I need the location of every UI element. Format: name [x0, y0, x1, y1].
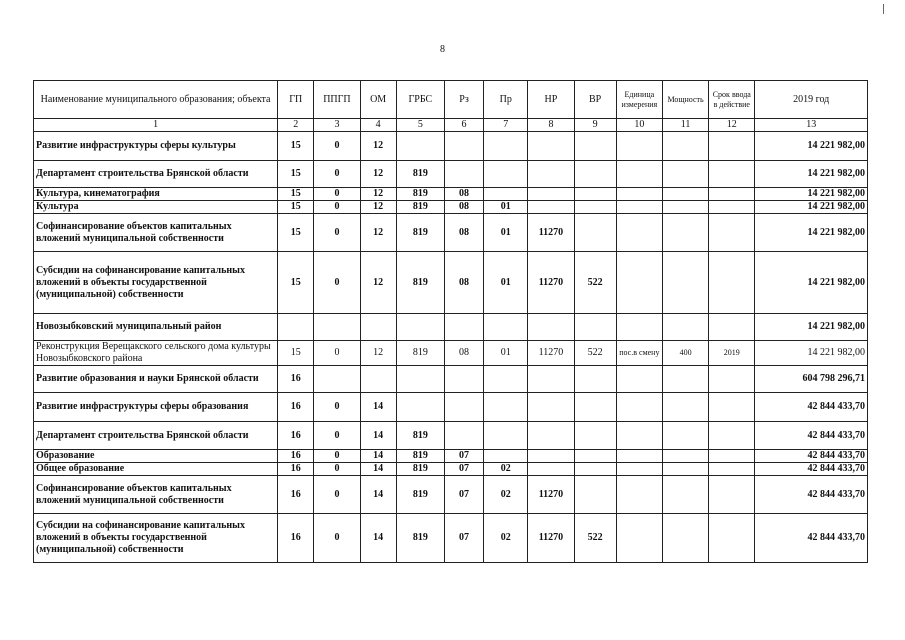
cell-amount: 604 798 296,71 — [755, 366, 868, 393]
cell-gp: 16 — [278, 476, 314, 514]
cell-gp: 16 — [278, 463, 314, 476]
cell-vr — [574, 450, 616, 463]
header-vr: ВР — [574, 81, 616, 119]
cell-vr — [574, 214, 616, 252]
cell-vr: 522 — [574, 341, 616, 366]
cell-unit — [616, 132, 662, 161]
cell-capacity — [662, 463, 708, 476]
cell-term — [709, 393, 755, 422]
cell-term — [709, 366, 755, 393]
cell-rz: 08 — [444, 252, 483, 314]
cell-capacity — [662, 422, 708, 450]
cell-ppgp: 0 — [314, 132, 360, 161]
cell-amount: 42 844 433,70 — [755, 463, 868, 476]
cell-term — [709, 252, 755, 314]
header-nr: НР — [528, 81, 574, 119]
cell-pr — [484, 393, 528, 422]
cell-ppgp: 0 — [314, 201, 360, 214]
cell-gp: 16 — [278, 393, 314, 422]
header-rz: Рз — [444, 81, 483, 119]
cell-amount: 42 844 433,70 — [755, 450, 868, 463]
cell-vr — [574, 476, 616, 514]
cell-pr — [484, 422, 528, 450]
cell-name: Софинансирование объектов капитальных вложений муниципальной собственности — [34, 476, 278, 514]
cell-gp: 15 — [278, 161, 314, 188]
cell-vr — [574, 463, 616, 476]
cell-grbs — [396, 314, 444, 341]
column-number: 5 — [396, 119, 444, 132]
table-row — [34, 514, 868, 563]
cell-grbs: 819 — [396, 463, 444, 476]
cell-gp: 15 — [278, 252, 314, 314]
cell-amount: 42 844 433,70 — [755, 514, 868, 563]
cell-vr — [574, 201, 616, 214]
cell-pr: 01 — [484, 201, 528, 214]
cell-unit — [616, 201, 662, 214]
cell-ppgp: 0 — [314, 341, 360, 366]
cell-grbs — [396, 393, 444, 422]
column-number: 7 — [484, 119, 528, 132]
cell-pr — [484, 188, 528, 201]
cell-amount: 14 221 982,00 — [755, 314, 868, 341]
cell-om: 12 — [360, 161, 396, 188]
cell-vr — [574, 188, 616, 201]
cell-capacity: 400 — [662, 341, 708, 366]
page-number: 8 — [440, 44, 445, 55]
cell-rz — [444, 161, 483, 188]
cell-nr — [528, 422, 574, 450]
cell-nr — [528, 450, 574, 463]
cell-amount: 14 221 982,00 — [755, 341, 868, 366]
cell-name: Развитие инфраструктуры сферы культуры — [34, 132, 278, 161]
table-row — [34, 393, 868, 422]
page-edge-mark — [883, 4, 884, 14]
cell-term — [709, 132, 755, 161]
cell-unit — [616, 422, 662, 450]
cell-nr: 11270 — [528, 252, 574, 314]
cell-grbs: 819 — [396, 188, 444, 201]
cell-capacity — [662, 252, 708, 314]
cell-gp: 15 — [278, 188, 314, 201]
cell-nr: 11270 — [528, 514, 574, 563]
cell-rz: 07 — [444, 514, 483, 563]
cell-amount: 14 221 982,00 — [755, 188, 868, 201]
cell-ppgp: 0 — [314, 514, 360, 563]
table-row — [34, 341, 868, 366]
cell-ppgp: 0 — [314, 214, 360, 252]
cell-om: 12 — [360, 132, 396, 161]
cell-name: Департамент строительства Брянской области — [34, 161, 278, 188]
cell-term: 2019 — [709, 341, 755, 366]
cell-capacity — [662, 201, 708, 214]
cell-om: 14 — [360, 476, 396, 514]
cell-grbs: 819 — [396, 341, 444, 366]
cell-gp: 16 — [278, 514, 314, 563]
cell-amount: 14 221 982,00 — [755, 132, 868, 161]
cell-om — [360, 314, 396, 341]
cell-capacity — [662, 450, 708, 463]
table-row — [34, 161, 868, 188]
cell-term — [709, 201, 755, 214]
cell-capacity — [662, 366, 708, 393]
cell-pr: 01 — [484, 214, 528, 252]
cell-name: Развитие инфраструктуры сферы образования — [34, 393, 278, 422]
cell-unit — [616, 314, 662, 341]
table-row — [34, 132, 868, 161]
cell-om: 14 — [360, 514, 396, 563]
cell-ppgp: 0 — [314, 422, 360, 450]
cell-unit: пос.в смену — [616, 341, 662, 366]
table-row — [34, 463, 868, 476]
cell-vr — [574, 422, 616, 450]
cell-pr — [484, 314, 528, 341]
table-row — [34, 476, 868, 514]
cell-unit — [616, 161, 662, 188]
cell-om: 14 — [360, 463, 396, 476]
cell-term — [709, 161, 755, 188]
header-gp: ГП — [278, 81, 314, 119]
cell-ppgp: 0 — [314, 463, 360, 476]
cell-amount: 14 221 982,00 — [755, 252, 868, 314]
header-grbs: ГРБС — [396, 81, 444, 119]
cell-grbs — [396, 366, 444, 393]
cell-rz — [444, 132, 483, 161]
cell-nr: 11270 — [528, 476, 574, 514]
cell-vr — [574, 132, 616, 161]
cell-pr: 01 — [484, 341, 528, 366]
cell-capacity — [662, 514, 708, 563]
cell-om: 12 — [360, 252, 396, 314]
cell-ppgp: 0 — [314, 393, 360, 422]
column-number: 2 — [278, 119, 314, 132]
cell-name: Субсидии на софинансирование капитальных вложений в объекты государственной (муниципальной) собственности — [34, 252, 278, 314]
cell-name: Реконструкция Верещакского сельского дома культуры Новозыбковского района — [34, 341, 278, 366]
header-name: Наименование муниципального образования; объекта — [34, 81, 278, 119]
cell-nr — [528, 366, 574, 393]
cell-term — [709, 188, 755, 201]
cell-grbs: 819 — [396, 161, 444, 188]
header-term: Срок ввода в действие — [709, 81, 755, 119]
cell-name: Новозыбковский муниципальный район — [34, 314, 278, 341]
cell-unit — [616, 476, 662, 514]
cell-pr: 02 — [484, 476, 528, 514]
cell-om: 12 — [360, 201, 396, 214]
column-number: 9 — [574, 119, 616, 132]
cell-nr — [528, 132, 574, 161]
cell-term — [709, 422, 755, 450]
cell-name: Развитие образования и науки Брянской области — [34, 366, 278, 393]
cell-vr — [574, 393, 616, 422]
cell-pr — [484, 450, 528, 463]
cell-name: Субсидии на софинансирование капитальных вложений в объекты государственной (муниципальной) собственности — [34, 514, 278, 563]
header-ppgp: ППГП — [314, 81, 360, 119]
cell-nr — [528, 393, 574, 422]
cell-unit — [616, 366, 662, 393]
cell-vr — [574, 161, 616, 188]
cell-capacity — [662, 314, 708, 341]
cell-grbs: 819 — [396, 201, 444, 214]
header-om: ОМ — [360, 81, 396, 119]
cell-om: 14 — [360, 393, 396, 422]
cell-om: 14 — [360, 422, 396, 450]
cell-grbs: 819 — [396, 476, 444, 514]
cell-ppgp — [314, 366, 360, 393]
cell-unit — [616, 188, 662, 201]
cell-grbs — [396, 132, 444, 161]
cell-pr — [484, 366, 528, 393]
cell-grbs: 819 — [396, 252, 444, 314]
cell-ppgp: 0 — [314, 188, 360, 201]
table-row — [34, 450, 868, 463]
cell-rz — [444, 314, 483, 341]
cell-om: 12 — [360, 214, 396, 252]
cell-rz — [444, 366, 483, 393]
cell-amount: 14 221 982,00 — [755, 161, 868, 188]
column-number: 10 — [616, 119, 662, 132]
cell-nr — [528, 161, 574, 188]
table-row — [34, 252, 868, 314]
table-row — [34, 214, 868, 252]
cell-name: Софинансирование объектов капитальных вложений муниципальной собственности — [34, 214, 278, 252]
header-pr: Пр — [484, 81, 528, 119]
cell-ppgp: 0 — [314, 252, 360, 314]
cell-rz: 08 — [444, 341, 483, 366]
cell-nr: 11270 — [528, 341, 574, 366]
table-row — [34, 201, 868, 214]
header-year: 2019 год — [755, 81, 868, 119]
cell-nr — [528, 314, 574, 341]
cell-om — [360, 366, 396, 393]
cell-ppgp — [314, 314, 360, 341]
cell-gp: 16 — [278, 422, 314, 450]
cell-name: Общее образование — [34, 463, 278, 476]
cell-unit — [616, 393, 662, 422]
cell-unit — [616, 214, 662, 252]
cell-om: 12 — [360, 188, 396, 201]
budget-table — [33, 80, 868, 563]
cell-rz: 07 — [444, 476, 483, 514]
cell-term — [709, 514, 755, 563]
cell-gp: 15 — [278, 132, 314, 161]
cell-rz — [444, 422, 483, 450]
cell-ppgp: 0 — [314, 161, 360, 188]
table-row — [34, 366, 868, 393]
cell-unit — [616, 252, 662, 314]
cell-grbs: 819 — [396, 422, 444, 450]
column-number: 6 — [444, 119, 483, 132]
column-number: 4 — [360, 119, 396, 132]
cell-amount: 42 844 433,70 — [755, 422, 868, 450]
cell-vr: 522 — [574, 252, 616, 314]
cell-amount: 14 221 982,00 — [755, 214, 868, 252]
cell-gp: 16 — [278, 450, 314, 463]
cell-term — [709, 450, 755, 463]
cell-amount: 42 844 433,70 — [755, 476, 868, 514]
column-number: 8 — [528, 119, 574, 132]
cell-name: Департамент строительства Брянской области — [34, 422, 278, 450]
cell-capacity — [662, 476, 708, 514]
cell-om: 12 — [360, 341, 396, 366]
cell-term — [709, 314, 755, 341]
cell-gp: 15 — [278, 201, 314, 214]
cell-pr — [484, 132, 528, 161]
cell-rz: 08 — [444, 201, 483, 214]
cell-unit — [616, 450, 662, 463]
cell-rz: 07 — [444, 463, 483, 476]
cell-unit — [616, 463, 662, 476]
cell-rz: 08 — [444, 188, 483, 201]
cell-capacity — [662, 393, 708, 422]
cell-capacity — [662, 132, 708, 161]
cell-term — [709, 214, 755, 252]
cell-term — [709, 463, 755, 476]
cell-pr: 02 — [484, 463, 528, 476]
cell-capacity — [662, 214, 708, 252]
cell-gp: 16 — [278, 366, 314, 393]
cell-nr — [528, 188, 574, 201]
column-number: 12 — [709, 119, 755, 132]
cell-rz: 07 — [444, 450, 483, 463]
cell-nr: 11270 — [528, 214, 574, 252]
cell-grbs: 819 — [396, 214, 444, 252]
table-row — [34, 314, 868, 341]
cell-gp: 15 — [278, 214, 314, 252]
cell-vr — [574, 366, 616, 393]
table-header-row — [34, 81, 868, 119]
header-unit: Единица измерения — [616, 81, 662, 119]
column-number: 1 — [34, 119, 278, 132]
cell-ppgp: 0 — [314, 450, 360, 463]
cell-name: Культура, кинематография — [34, 188, 278, 201]
cell-name: Образование — [34, 450, 278, 463]
cell-grbs: 819 — [396, 450, 444, 463]
table-row — [34, 422, 868, 450]
cell-rz: 08 — [444, 214, 483, 252]
column-number: 11 — [662, 119, 708, 132]
cell-pr: 01 — [484, 252, 528, 314]
cell-grbs: 819 — [396, 514, 444, 563]
cell-ppgp: 0 — [314, 476, 360, 514]
cell-gp — [278, 314, 314, 341]
cell-pr: 02 — [484, 514, 528, 563]
cell-term — [709, 476, 755, 514]
cell-gp: 15 — [278, 341, 314, 366]
table-row — [34, 188, 868, 201]
column-number-row — [34, 119, 868, 132]
cell-nr — [528, 201, 574, 214]
column-number: 13 — [755, 119, 868, 132]
column-number: 3 — [314, 119, 360, 132]
cell-capacity — [662, 161, 708, 188]
cell-pr — [484, 161, 528, 188]
cell-om: 14 — [360, 450, 396, 463]
header-capacity: Мощность — [662, 81, 708, 119]
cell-name: Культура — [34, 201, 278, 214]
cell-vr: 522 — [574, 514, 616, 563]
cell-capacity — [662, 188, 708, 201]
cell-rz — [444, 393, 483, 422]
cell-nr — [528, 463, 574, 476]
cell-amount: 42 844 433,70 — [755, 393, 868, 422]
cell-amount: 14 221 982,00 — [755, 201, 868, 214]
cell-unit — [616, 514, 662, 563]
cell-vr — [574, 314, 616, 341]
